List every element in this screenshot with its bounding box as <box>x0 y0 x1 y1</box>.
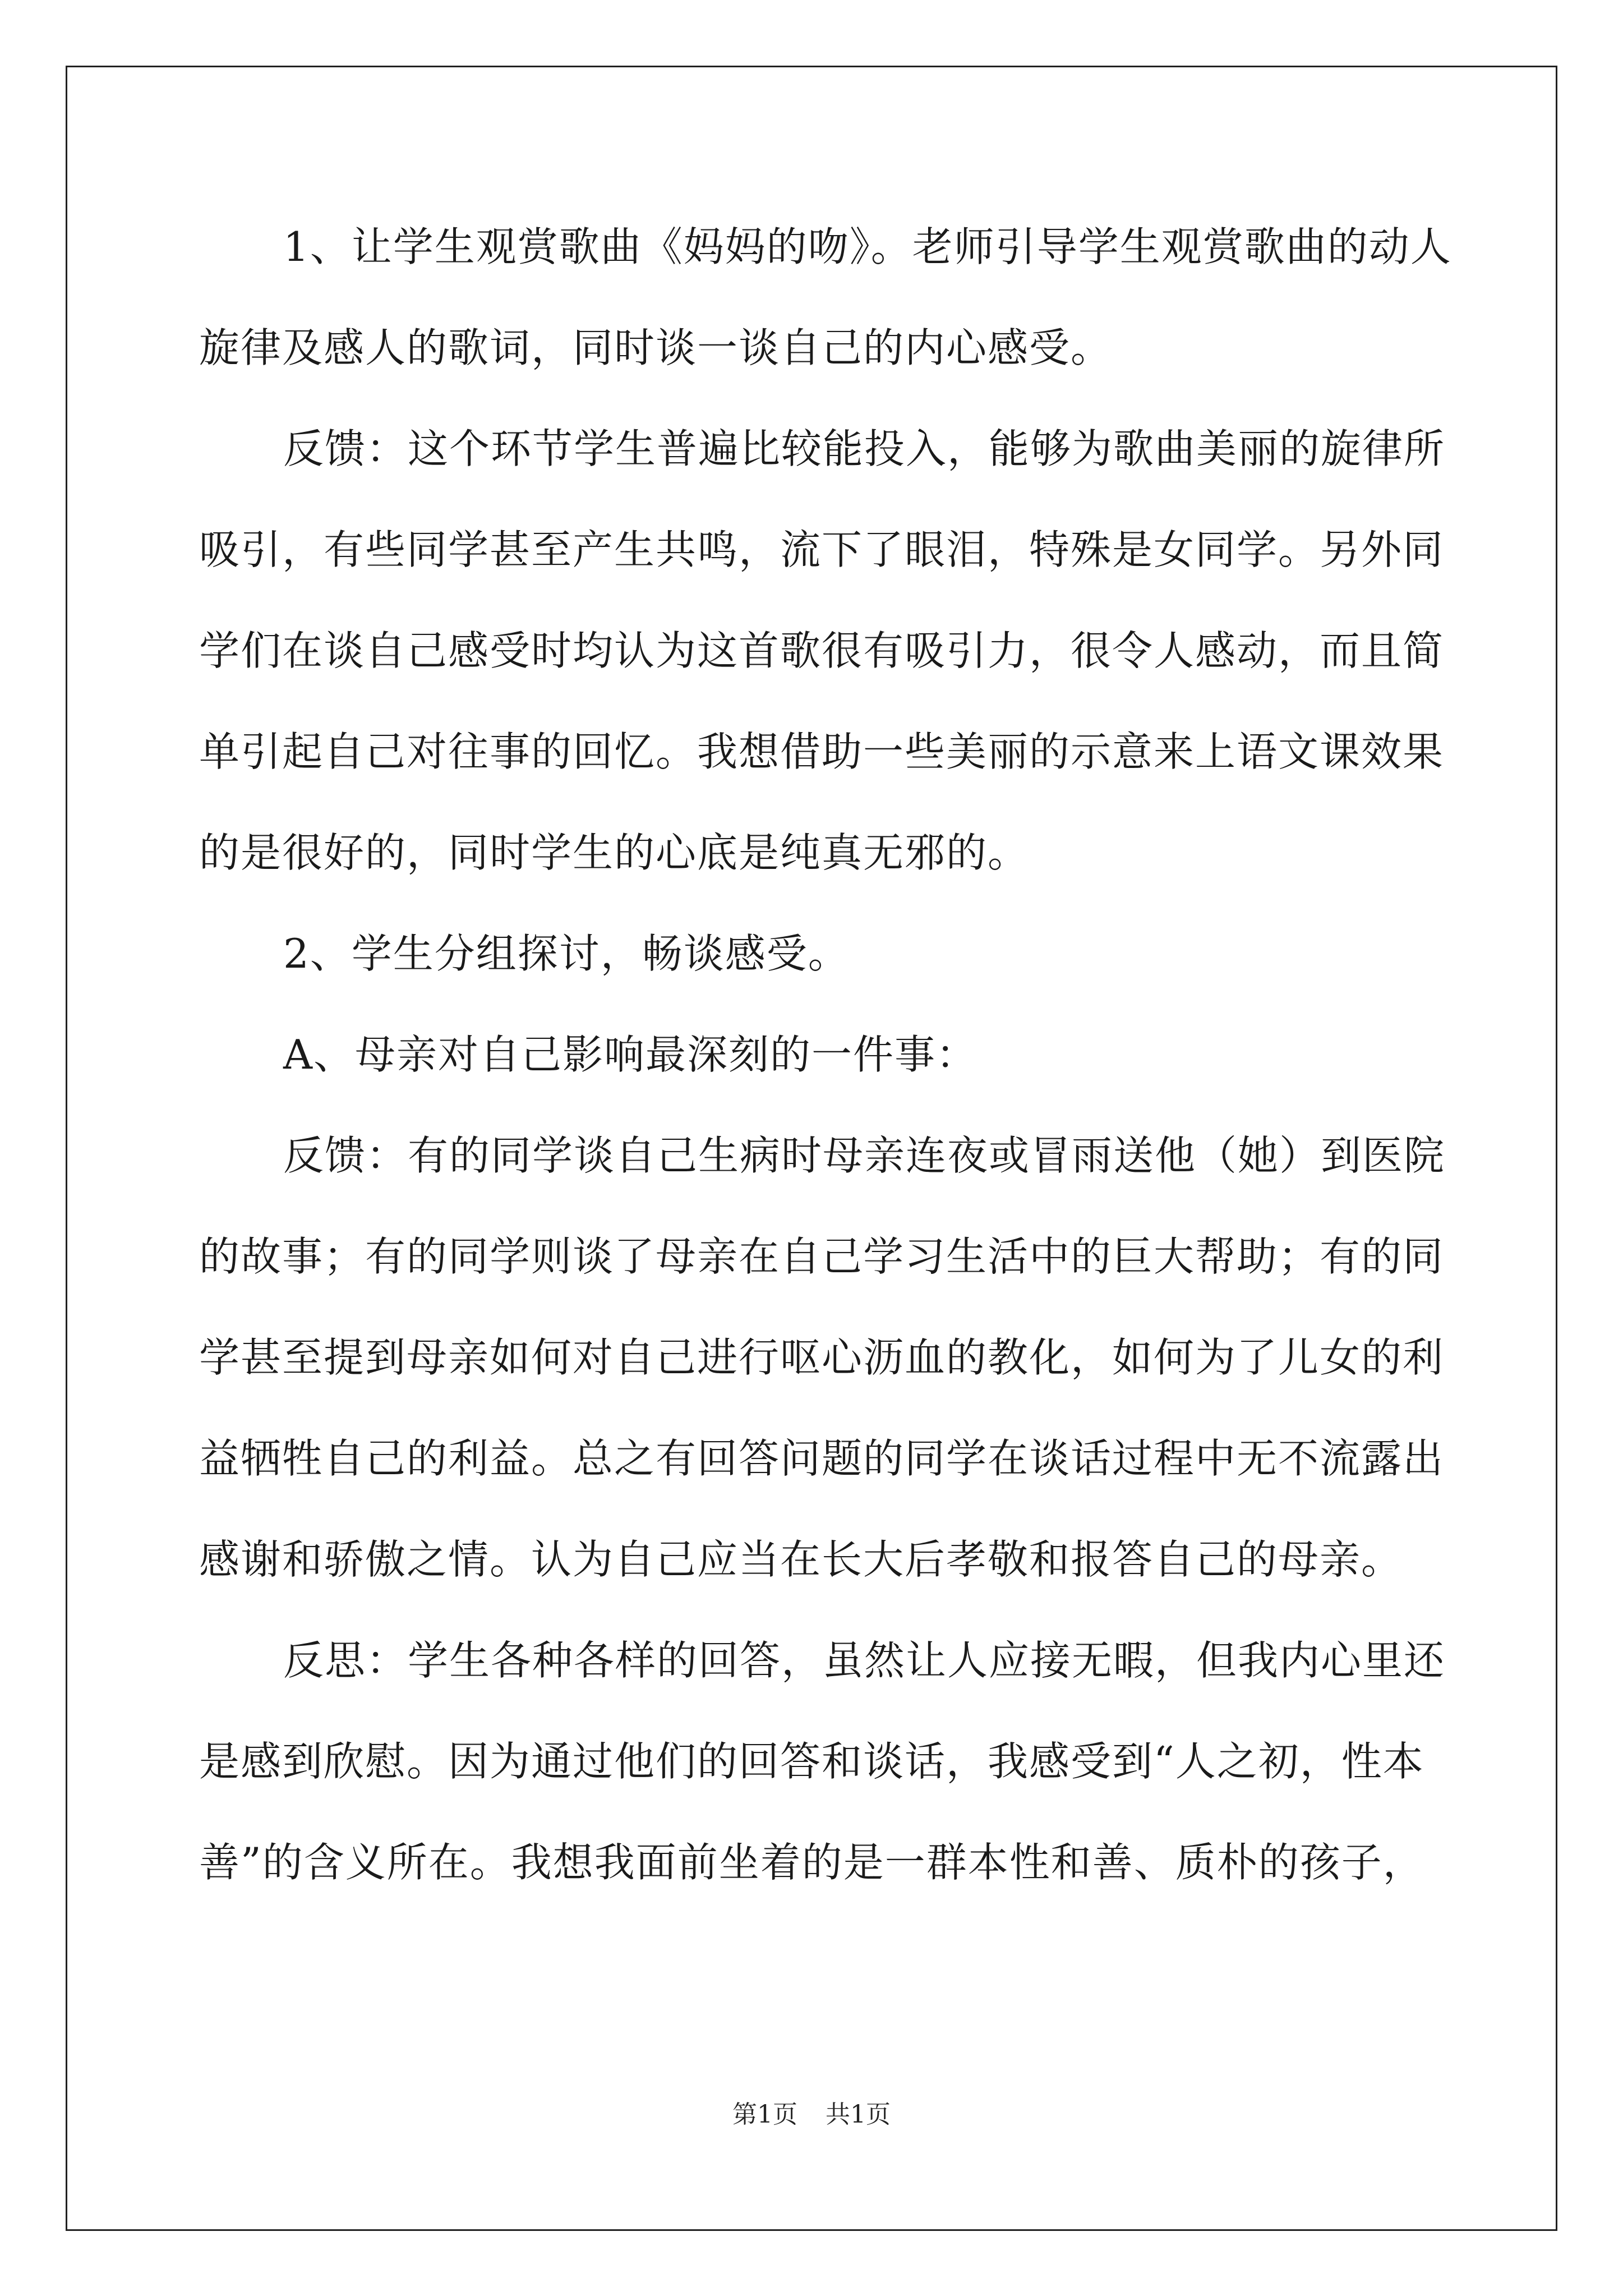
paragraph-line: 2、学生分组探讨，畅谈感受。 <box>283 930 850 977</box>
paragraph-line: 反馈：有的同学谈自己生病时母亲连夜或冒雨送他（她）到医院 <box>283 1132 1446 1179</box>
paragraph-line: 学们在谈自己感受时均认为这首歌很有吸引力，很令人感动，而且简 <box>199 627 1445 674</box>
paragraph-line: 吸引，有些同学甚至产生共鸣，流下了眼泪，特殊是女同学。另外同 <box>199 526 1445 573</box>
paragraph-line: 是感到欣慰。因为通过他们的回答和谈话，我感受到“人之初，性本 <box>199 1738 1424 1785</box>
page-total: 共1页 <box>826 2100 891 2129</box>
paragraph-line: 单引起自己对往事的回忆。我想借助一些美丽的示意来上语文课效果 <box>199 728 1445 775</box>
paragraph-line: 的故事；有的同学则谈了母亲在自己学习生活中的巨大帮助；有的同 <box>199 1233 1445 1280</box>
page-footer <box>0 2098 1623 2132</box>
paragraph-line: 益牺牲自己的利益。总之有回答问题的同学在谈话过程中无不流露出 <box>199 1435 1445 1482</box>
paragraph-line: 善”的含义所在。我想我面前坐着的是一群本性和善、质朴的孩子， <box>199 1839 1424 1886</box>
document-body <box>199 219 1452 1935</box>
paragraph-line: 反思：学生各种各样的回答，虽然让人应接无暇，但我内心里还 <box>283 1637 1446 1684</box>
page-number: 第1页 <box>732 2100 797 2129</box>
paragraph-line: 1、让学生观赏歌曲《妈妈的吻》。老师引导学生观赏歌曲的动人 <box>283 223 1452 270</box>
paragraph-line: 学甚至提到母亲如何对自己进行呕心沥血的教化，如何为了儿女的利 <box>199 1334 1445 1381</box>
paragraph-line: 的是很好的，同时学生的心底是纯真无邪的。 <box>199 829 1030 876</box>
paragraph-line: 反馈：这个环节学生普遍比较能投入，能够为歌曲美丽的旋律所 <box>283 425 1446 472</box>
paragraph-line: A、母亲对自己影响最深刻的一件事： <box>283 1031 978 1078</box>
paragraph-line: 感谢和骄傲之情。认为自己应当在长大后孝敬和报答自己的母亲。 <box>199 1536 1403 1583</box>
paragraph-line: 旋律及感人的歌词，同时谈一谈自己的内心感受。 <box>199 324 1113 371</box>
